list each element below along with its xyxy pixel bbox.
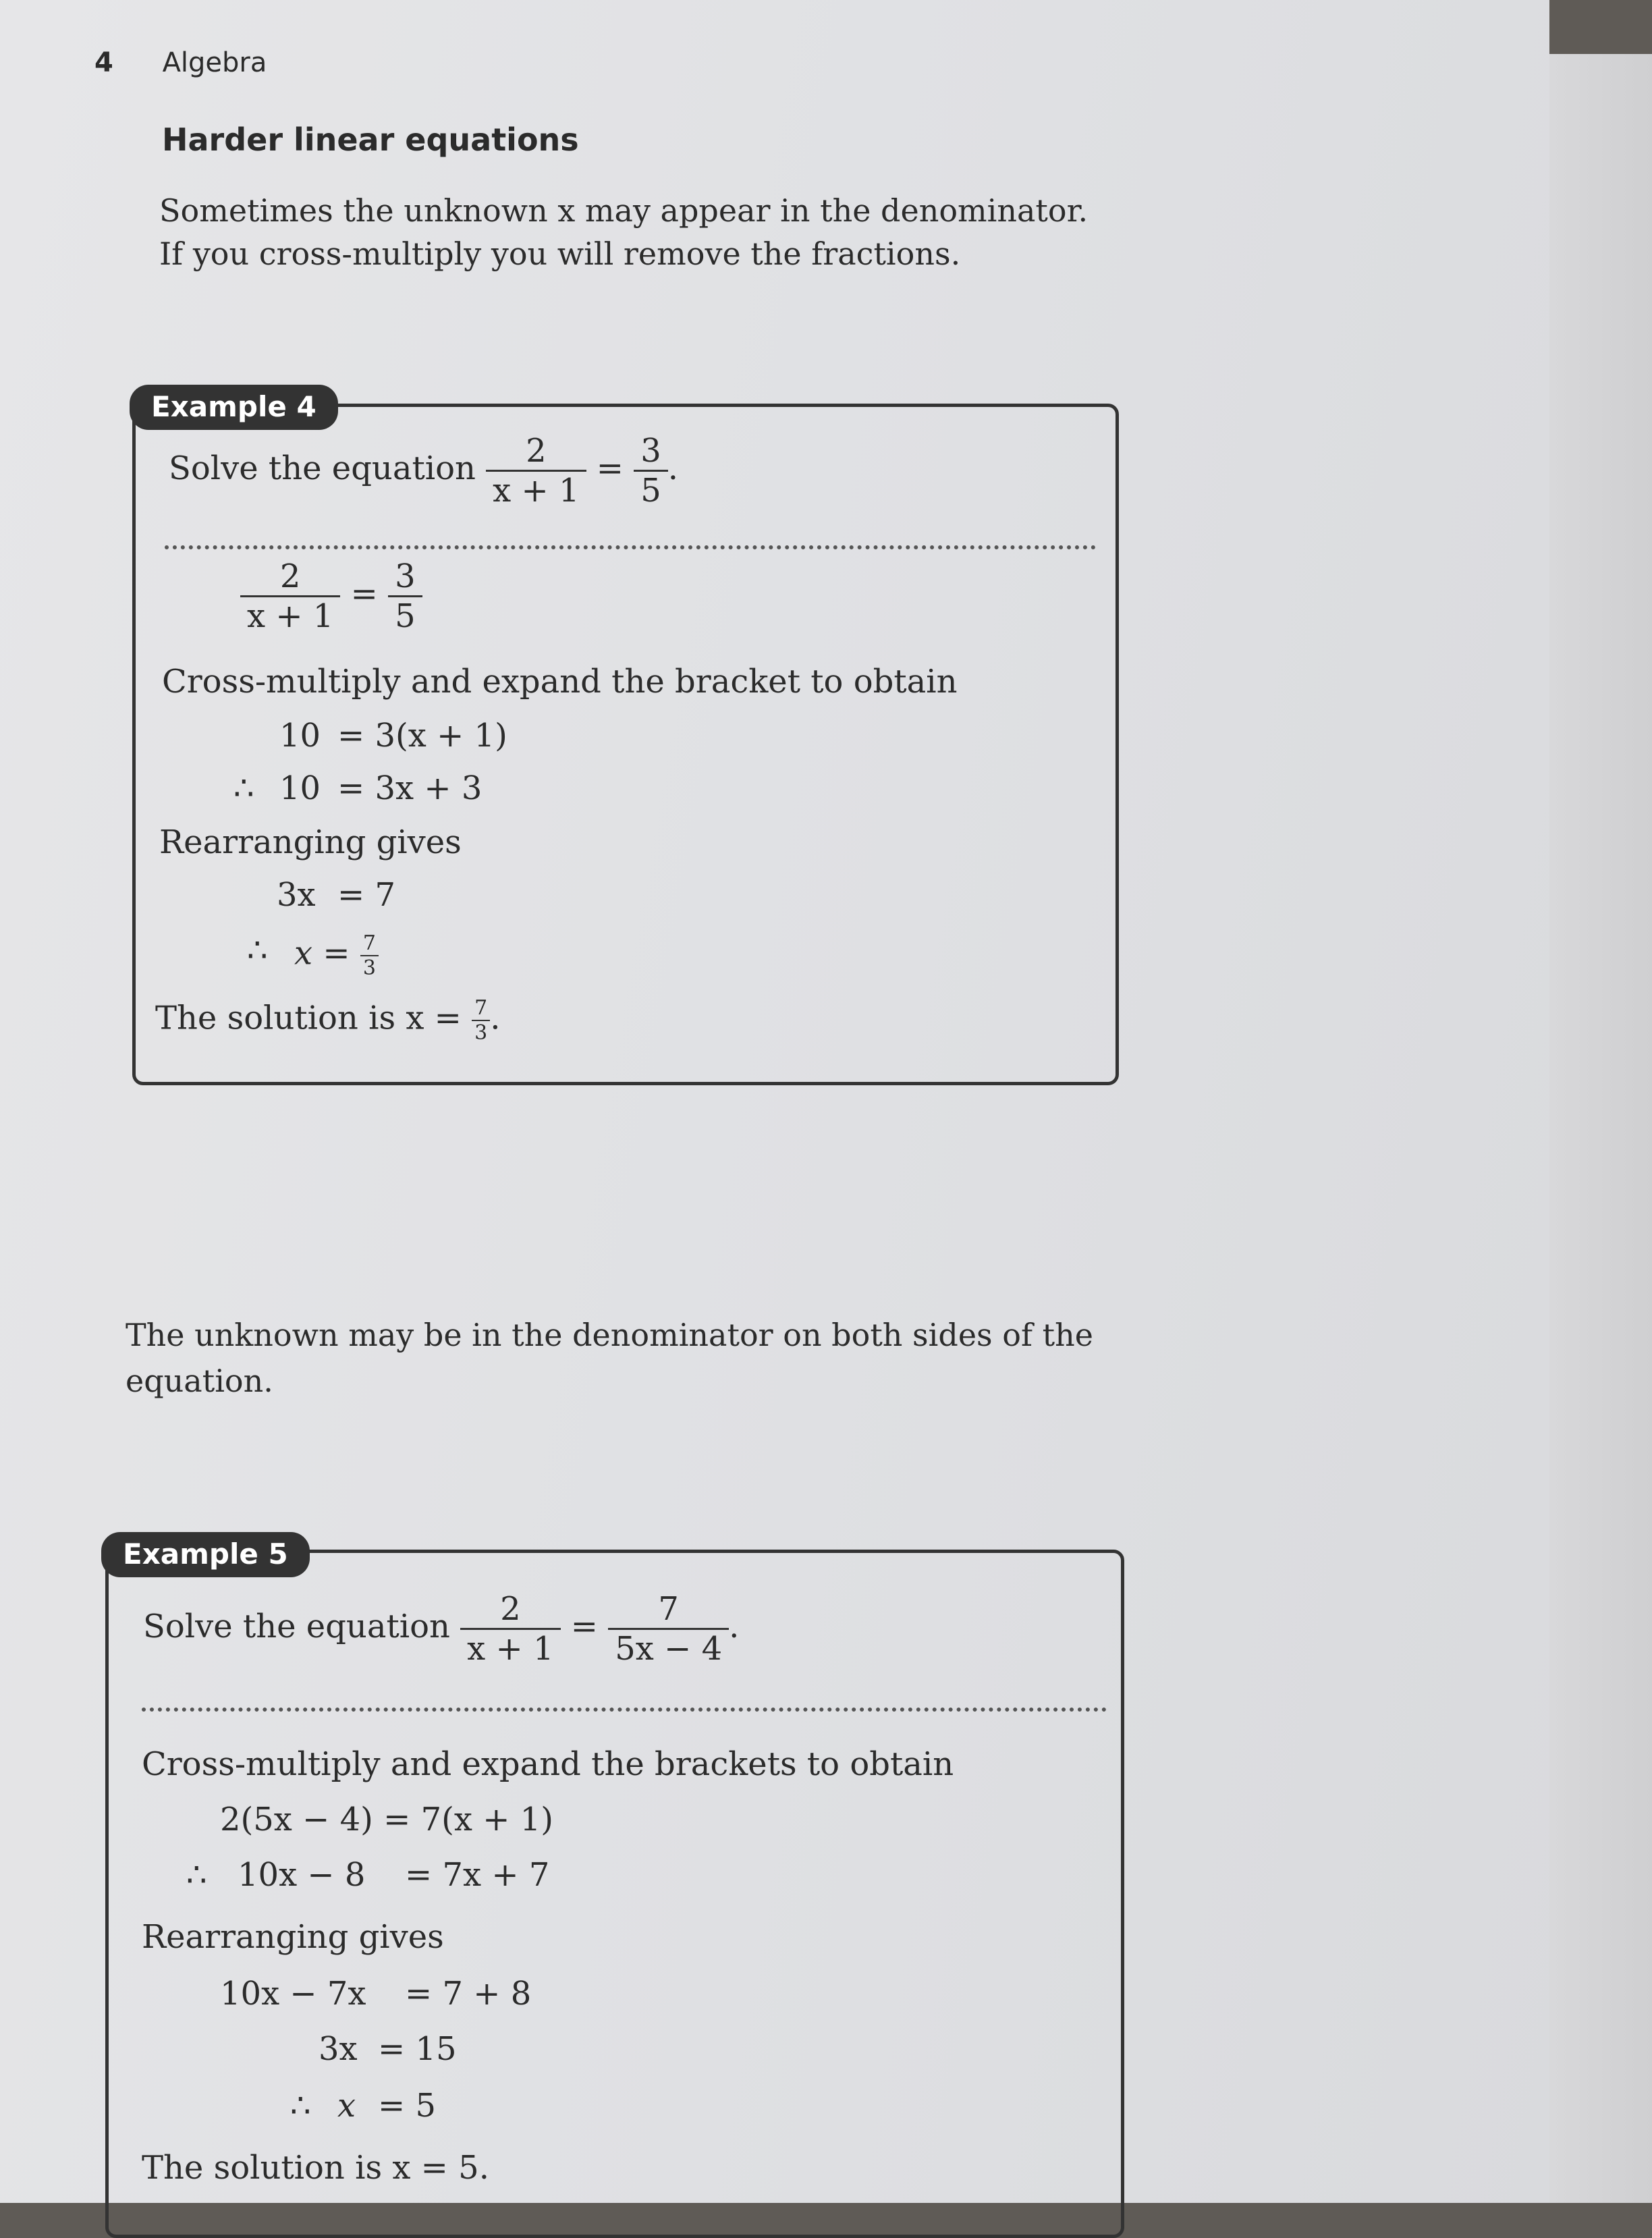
example-4-eq3-rhs: = 7 (337, 876, 396, 914)
example-4-eq1-rhs: = 3(x + 1) (337, 717, 507, 755)
therefore-symbol: ∴ (247, 931, 268, 969)
answer-fraction: $\frac{7}{3}$ (360, 931, 379, 980)
example-5-step-2: Rearranging gives (142, 1918, 444, 1956)
prompt-fraction-left: $\frac{2}{x + 1}$ (486, 432, 586, 510)
example-5-eq4-lhs: 3x (319, 2030, 358, 2068)
example-4-eq3-lhs: 3x (277, 876, 316, 914)
example-4-eq1-lhs: 10 (279, 717, 321, 755)
example-5-eq3-lhs: 10x − 7x (220, 1975, 366, 2013)
example-4-eq2-rhs: = 3x + 3 (337, 769, 483, 807)
example-5-eq5-lhs: x (337, 2087, 356, 2125)
example-4-label: Example 4 (130, 385, 338, 430)
example-4-solution: The solution is x = $\frac{7}{3}$ . (155, 996, 501, 1045)
page-number: 4 (94, 47, 113, 78)
example-4-divider (165, 545, 1096, 549)
example-4-prompt: Solve the equation $\frac{2}{x + 1}$ = $\frac{3}{5}$ . (169, 432, 679, 510)
example-4-eq4: x = $\frac{7}{3}$ (294, 931, 379, 980)
example-4-step-1: Cross-multiply and expand the bracket to obtain (162, 663, 958, 701)
next-page-edge (1549, 54, 1652, 2203)
example-4-step-2: Rearranging gives (159, 823, 462, 861)
example-5-eq1: 2(5x − 4) = 7(x + 1) (220, 1801, 553, 1838)
example-5-step-1: Cross-multiply and expand the brackets to obtain (142, 1745, 954, 1783)
example-5-prompt: Solve the equation $\frac{2}{x + 1}$ = $\frac{7}{5x - 4}$ . (143, 1590, 740, 1668)
example-5-divider (142, 1708, 1107, 1712)
prompt-fraction-right: $\frac{7}{5x - 4}$ (608, 1590, 729, 1668)
example-4-eq2-lhs: 10 (279, 769, 321, 807)
therefore-symbol: ∴ (186, 1856, 207, 1894)
therefore-symbol: ∴ (233, 769, 254, 807)
chapter-title: Algebra (162, 47, 267, 78)
example-5-eq2-rhs: = 7x + 7 (405, 1856, 550, 1894)
example-5-eq5-rhs: = 5 (378, 2087, 437, 2125)
example-5-label: Example 5 (101, 1532, 310, 1577)
example-5-solution: The solution is x = 5. (142, 2149, 489, 2187)
running-header (94, 47, 267, 78)
example-5-eq3-rhs: = 7 + 8 (405, 1975, 532, 2013)
prompt-fraction-right: $\frac{3}{5}$ (634, 432, 668, 510)
section-heading: Harder linear equations (162, 121, 579, 158)
example-4-restated-equation: $\frac{2}{x + 1}$ = $\frac{3}{5}$ (240, 557, 422, 635)
section-intro: Sometimes the unknown x may appear in the denominator. If you cross-multiply you will remove the fractions. (159, 192, 1089, 272)
prompt-fraction-left: $\frac{2}{x + 1}$ (460, 1590, 560, 1668)
example-5-eq4-rhs: = 15 (378, 2030, 457, 2068)
example-5-eq2-lhs: 10x − 8 (238, 1856, 366, 1894)
middle-paragraph: The unknown may be in the denominator on both sides of the equation. (126, 1317, 1093, 1399)
therefore-symbol: ∴ (290, 2087, 311, 2125)
